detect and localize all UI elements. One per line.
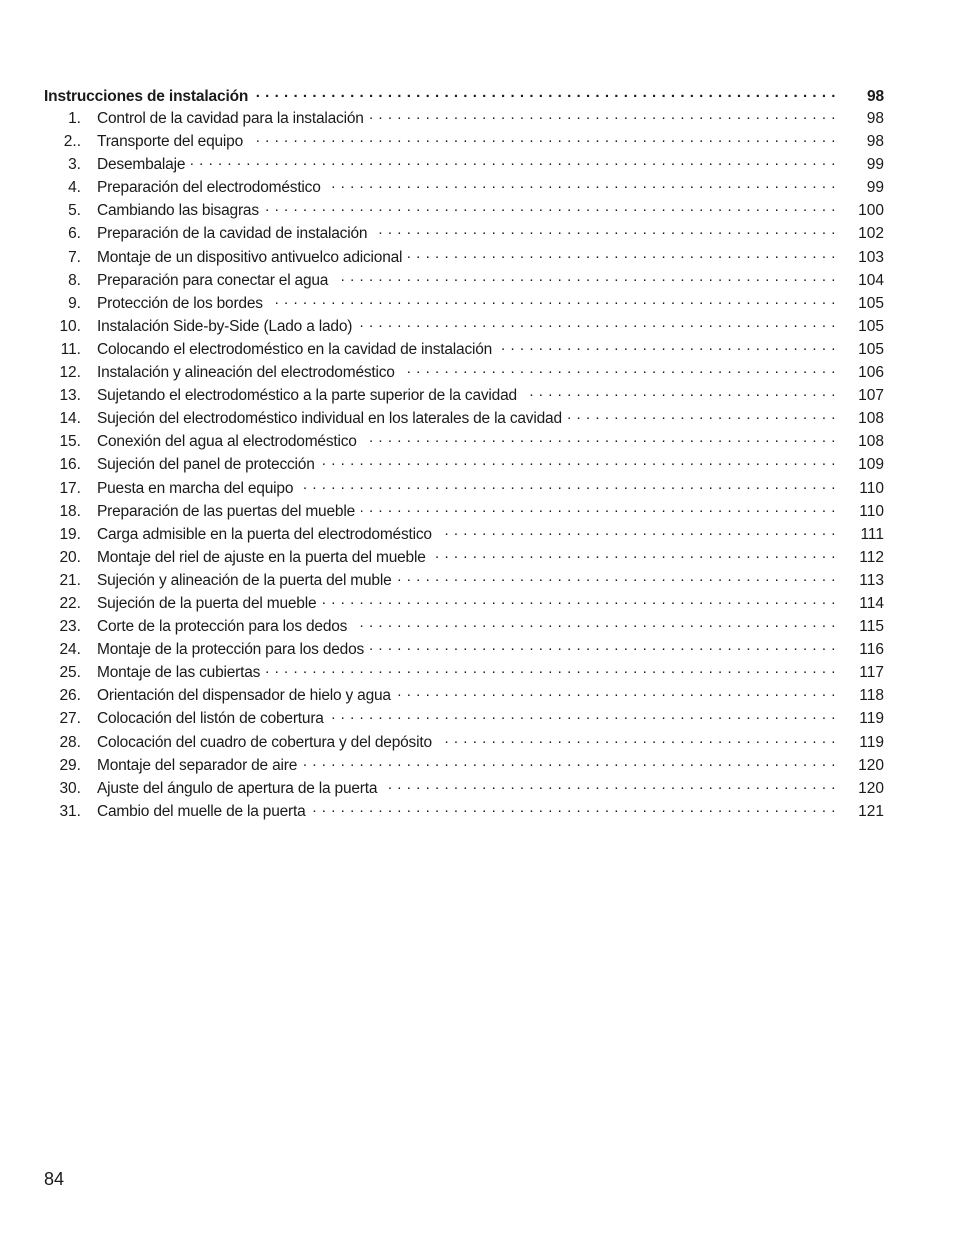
dot-leader xyxy=(266,663,836,677)
toc-entry-page: 121 xyxy=(858,802,884,820)
toc-entry-body xyxy=(44,294,840,314)
toc-entry-title: Desembalaje xyxy=(97,156,186,174)
dot-leader xyxy=(438,525,836,539)
toc-entry-body xyxy=(44,548,840,568)
toc-entry-page: 118 xyxy=(859,687,884,705)
toc-entry-number: 24. xyxy=(59,641,81,659)
toc-entry-number: 6. xyxy=(68,225,81,243)
toc-entry-page: 105 xyxy=(858,317,884,335)
toc-entry-page: 108 xyxy=(858,410,884,428)
toc-entry[interactable] xyxy=(44,455,884,478)
toc-entry-page: 105 xyxy=(858,294,884,312)
toc-entry-number: 27. xyxy=(59,710,81,728)
dot-leader xyxy=(498,340,836,354)
toc-entry-page: 98 xyxy=(866,133,884,151)
toc-entry-page: 110 xyxy=(859,502,884,520)
toc-entry-number: 25. xyxy=(59,664,81,682)
dot-leader xyxy=(299,479,836,493)
dot-leader xyxy=(438,733,836,747)
toc-entry-title: Montaje del riel de ajuste en la puerta del mueble xyxy=(97,548,426,566)
toc-entry-number: 1. xyxy=(68,110,81,127)
toc-entry-page: 116 xyxy=(859,641,884,659)
toc-item-list xyxy=(44,109,884,825)
dot-leader xyxy=(361,502,836,516)
toc-entry-body xyxy=(44,617,840,637)
dot-leader xyxy=(191,155,836,169)
toc-entry[interactable] xyxy=(44,640,884,663)
dot-leader xyxy=(373,224,836,238)
toc-entry-number: 23. xyxy=(59,618,81,636)
toc-entry[interactable] xyxy=(44,756,884,779)
toc-entry[interactable] xyxy=(44,201,884,224)
table-of-contents xyxy=(44,87,884,825)
toc-entry-body xyxy=(44,709,840,729)
dot-leader xyxy=(327,178,836,192)
dot-leader xyxy=(358,317,836,331)
dot-leader xyxy=(370,109,836,123)
toc-entry[interactable] xyxy=(44,802,884,825)
toc-entry-title: Preparación para conectar el agua xyxy=(97,271,329,289)
toc-entry-body xyxy=(44,224,840,244)
toc-entry-body xyxy=(44,686,840,706)
toc-entry-title: Montaje de las cubiertas xyxy=(97,664,261,682)
toc-entry-number: 4. xyxy=(68,179,81,197)
toc-entry-page: 106 xyxy=(858,364,884,382)
toc-entry[interactable] xyxy=(44,594,884,617)
toc-entry-page: 105 xyxy=(858,340,884,358)
toc-entry-title: Colocando el electrodoméstico en la cavidad de instalación xyxy=(97,340,493,358)
toc-entry-number: 17. xyxy=(59,479,81,497)
toc-entry-body xyxy=(44,779,840,799)
toc-entry-number: 13. xyxy=(59,387,81,405)
toc-entry-body xyxy=(44,363,840,383)
toc-entry-number: 7. xyxy=(68,248,81,266)
toc-entry-number: 19. xyxy=(59,525,81,543)
toc-entry-body xyxy=(44,271,840,291)
toc-entry-body xyxy=(44,733,840,753)
toc-entry-title: Montaje de un dispositivo antivuelco adicional xyxy=(97,248,403,266)
toc-entry-page: 119 xyxy=(859,733,884,751)
toc-entry-title: Cambiando las bisagras xyxy=(97,202,259,220)
dot-leader xyxy=(401,363,836,377)
dot-leader xyxy=(370,640,836,654)
dot-leader xyxy=(254,87,836,101)
toc-entry-number: 18. xyxy=(59,502,81,520)
toc-entry-page: 99 xyxy=(866,179,884,197)
toc-entry-number: 3. xyxy=(68,156,81,174)
toc-entry[interactable] xyxy=(44,663,884,686)
dot-leader xyxy=(397,686,836,700)
toc-entry-page: 108 xyxy=(858,433,884,451)
toc-entry[interactable] xyxy=(44,386,884,409)
toc-entry-body xyxy=(44,571,840,591)
dot-leader xyxy=(432,548,836,562)
toc-entry[interactable] xyxy=(44,479,884,502)
toc-entry-title: Sujeción y alineación de la puerta del muble xyxy=(97,571,392,589)
toc-entry-page: 115 xyxy=(859,618,884,636)
toc-entry[interactable] xyxy=(44,617,884,640)
toc-entry[interactable] xyxy=(44,294,884,317)
toc-entry[interactable] xyxy=(44,317,884,340)
toc-entry-body xyxy=(44,248,840,268)
toc-entry-number: 9. xyxy=(68,294,81,312)
toc-entry-page: 110 xyxy=(859,479,884,497)
toc-entry-title: Control de la cavidad para la instalación xyxy=(97,110,364,127)
toc-entry-title: Sujeción de la puerta del mueble xyxy=(97,594,317,612)
dot-leader xyxy=(322,594,836,608)
toc-entry-page: 113 xyxy=(859,571,884,589)
toc-entry-title: Preparación del electrodoméstico xyxy=(97,179,321,197)
toc-entry-body xyxy=(44,201,840,221)
toc-entry-page: 120 xyxy=(858,779,884,797)
toc-entry-body xyxy=(44,594,840,614)
toc-entry-number: 2.. xyxy=(63,133,81,151)
toc-entry-body xyxy=(44,479,840,499)
toc-entry-body xyxy=(44,502,840,522)
toc-entry-title: Sujetando el electrodoméstico a la parte superior de la cavidad xyxy=(97,387,517,405)
toc-entry-number: 15. xyxy=(59,433,81,451)
dot-leader xyxy=(383,779,836,793)
toc-entry-title: Colocación del listón de cobertura xyxy=(97,710,324,728)
toc-entry[interactable] xyxy=(44,224,884,247)
toc-entry-number: 14. xyxy=(59,410,81,428)
toc-entry-title: Montaje del separador de aire xyxy=(97,756,298,774)
toc-entry-title: Instalación Side-by-Side (Lado a lado) xyxy=(97,317,353,335)
page-number: 84 xyxy=(44,1169,65,1189)
toc-entry[interactable] xyxy=(44,525,884,548)
toc-entry-page: 111 xyxy=(860,525,884,543)
toc-entry-title: Transporte del equipo xyxy=(97,133,244,151)
toc-entry-number: 11. xyxy=(60,340,81,358)
toc-entry-title: Corte de la protección para los dedos xyxy=(97,618,348,636)
dot-leader xyxy=(363,432,836,446)
toc-entry-body xyxy=(44,386,840,406)
toc-entry-body xyxy=(44,756,840,776)
toc-entry-body xyxy=(44,802,840,822)
toc-entry-number: 31. xyxy=(59,802,81,820)
toc-heading-title: Instrucciones de instalación xyxy=(44,88,249,105)
toc-entry-body xyxy=(44,317,840,337)
toc-entry-page: 102 xyxy=(858,225,884,243)
toc-entry[interactable] xyxy=(44,432,884,455)
toc-entry[interactable] xyxy=(44,109,884,132)
toc-entry[interactable] xyxy=(44,132,884,155)
dot-leader xyxy=(321,455,836,469)
dot-leader xyxy=(353,617,836,631)
toc-entry[interactable] xyxy=(44,409,884,432)
dot-leader xyxy=(334,271,836,285)
toc-entry-number: 5. xyxy=(68,202,81,220)
toc-entry-body xyxy=(44,432,840,452)
toc-entry-page: 107 xyxy=(858,387,884,405)
toc-heading-page: 98 xyxy=(866,88,884,105)
toc-heading-row[interactable] xyxy=(44,87,884,109)
toc-entry-page: 98 xyxy=(866,110,884,127)
dot-leader xyxy=(265,201,836,215)
toc-entry-title: Montaje de la protección para los dedos xyxy=(97,641,365,659)
toc-entry-page: 99 xyxy=(866,156,884,174)
toc-entry-title: Conexión del agua al electrodoméstico xyxy=(97,433,357,451)
toc-entry-title: Sujeción del electrodoméstico individual en los laterales de la cavidad xyxy=(97,410,562,428)
toc-entry-page: 117 xyxy=(859,664,884,682)
toc-entry-body xyxy=(44,178,840,198)
toc-entry-number: 22. xyxy=(59,594,81,612)
dot-leader xyxy=(303,756,836,770)
toc-entry-number: 21. xyxy=(59,571,81,589)
toc-entry-page: 104 xyxy=(858,271,884,289)
toc-entry-title: Preparación de las puertas del mueble xyxy=(97,502,355,520)
toc-entry-body xyxy=(44,132,840,152)
toc-entry-title: Orientación del dispensador de hielo y agua xyxy=(97,687,391,705)
toc-entry[interactable] xyxy=(44,178,884,201)
dot-leader xyxy=(523,386,836,400)
dot-leader xyxy=(398,571,836,585)
toc-entry[interactable] xyxy=(44,248,884,271)
toc-entry[interactable] xyxy=(44,686,884,709)
toc-entry-body xyxy=(44,455,840,475)
toc-entry[interactable] xyxy=(44,548,884,571)
toc-entry-title: Protección de los bordes xyxy=(97,294,263,312)
dot-leader xyxy=(269,294,836,308)
toc-entry-body xyxy=(44,109,840,129)
toc-entry[interactable] xyxy=(44,340,884,363)
toc-entry-number: 10. xyxy=(59,317,81,335)
toc-entry[interactable] xyxy=(44,733,884,756)
toc-entry-number: 30. xyxy=(59,779,81,797)
dot-leader xyxy=(568,409,836,423)
toc-entry-page: 103 xyxy=(858,248,884,266)
toc-entry-title: Preparación de la cavidad de instalación xyxy=(97,225,368,243)
dot-leader xyxy=(312,802,836,816)
toc-entry-body xyxy=(44,155,840,175)
toc-entry-body xyxy=(44,340,840,360)
toc-entry-title: Instalación y alineación del electrodoméstico xyxy=(97,364,395,382)
dot-leader xyxy=(330,709,836,723)
toc-entry-body xyxy=(44,640,840,660)
toc-entry-number: 8. xyxy=(68,271,81,289)
dot-leader xyxy=(408,248,836,262)
toc-entry-title: Ajuste del ángulo de apertura de la puerta xyxy=(97,779,378,797)
toc-entry-page: 112 xyxy=(859,548,884,566)
toc-entry-number: 29. xyxy=(59,756,81,774)
toc-entry-title: Cambio del muelle de la puerta xyxy=(97,802,306,820)
toc-entry-body xyxy=(44,409,840,429)
dot-leader xyxy=(249,132,836,146)
toc-entry-title: Sujeción del panel de protección xyxy=(97,456,315,474)
toc-entry-number: 16. xyxy=(59,456,81,474)
toc-entry-body xyxy=(44,525,840,545)
toc-entry[interactable] xyxy=(44,155,884,178)
toc-entry-number: 28. xyxy=(59,733,81,751)
toc-entry-page: 100 xyxy=(858,202,884,220)
toc-entry-number: 20. xyxy=(59,548,81,566)
toc-entry[interactable] xyxy=(44,363,884,386)
toc-entry-title: Colocación del cuadro de cobertura y del depósito xyxy=(97,733,432,751)
toc-entry-page: 119 xyxy=(859,710,884,728)
toc-entry-page: 114 xyxy=(859,594,884,612)
toc-entry-number: 12. xyxy=(59,364,81,382)
toc-entry-page: 120 xyxy=(858,756,884,774)
toc-entry[interactable] xyxy=(44,571,884,594)
toc-entry-number: 26. xyxy=(59,687,81,705)
toc-entry-body xyxy=(44,663,840,683)
toc-entry[interactable] xyxy=(44,779,884,802)
toc-entry-title: Carga admisible en la puerta del electrodoméstico xyxy=(97,525,432,543)
toc-entry[interactable] xyxy=(44,271,884,294)
toc-entry[interactable] xyxy=(44,502,884,525)
toc-entry-title: Puesta en marcha del equipo xyxy=(97,479,294,497)
toc-entry[interactable] xyxy=(44,709,884,732)
toc-entry-page: 109 xyxy=(858,456,884,474)
